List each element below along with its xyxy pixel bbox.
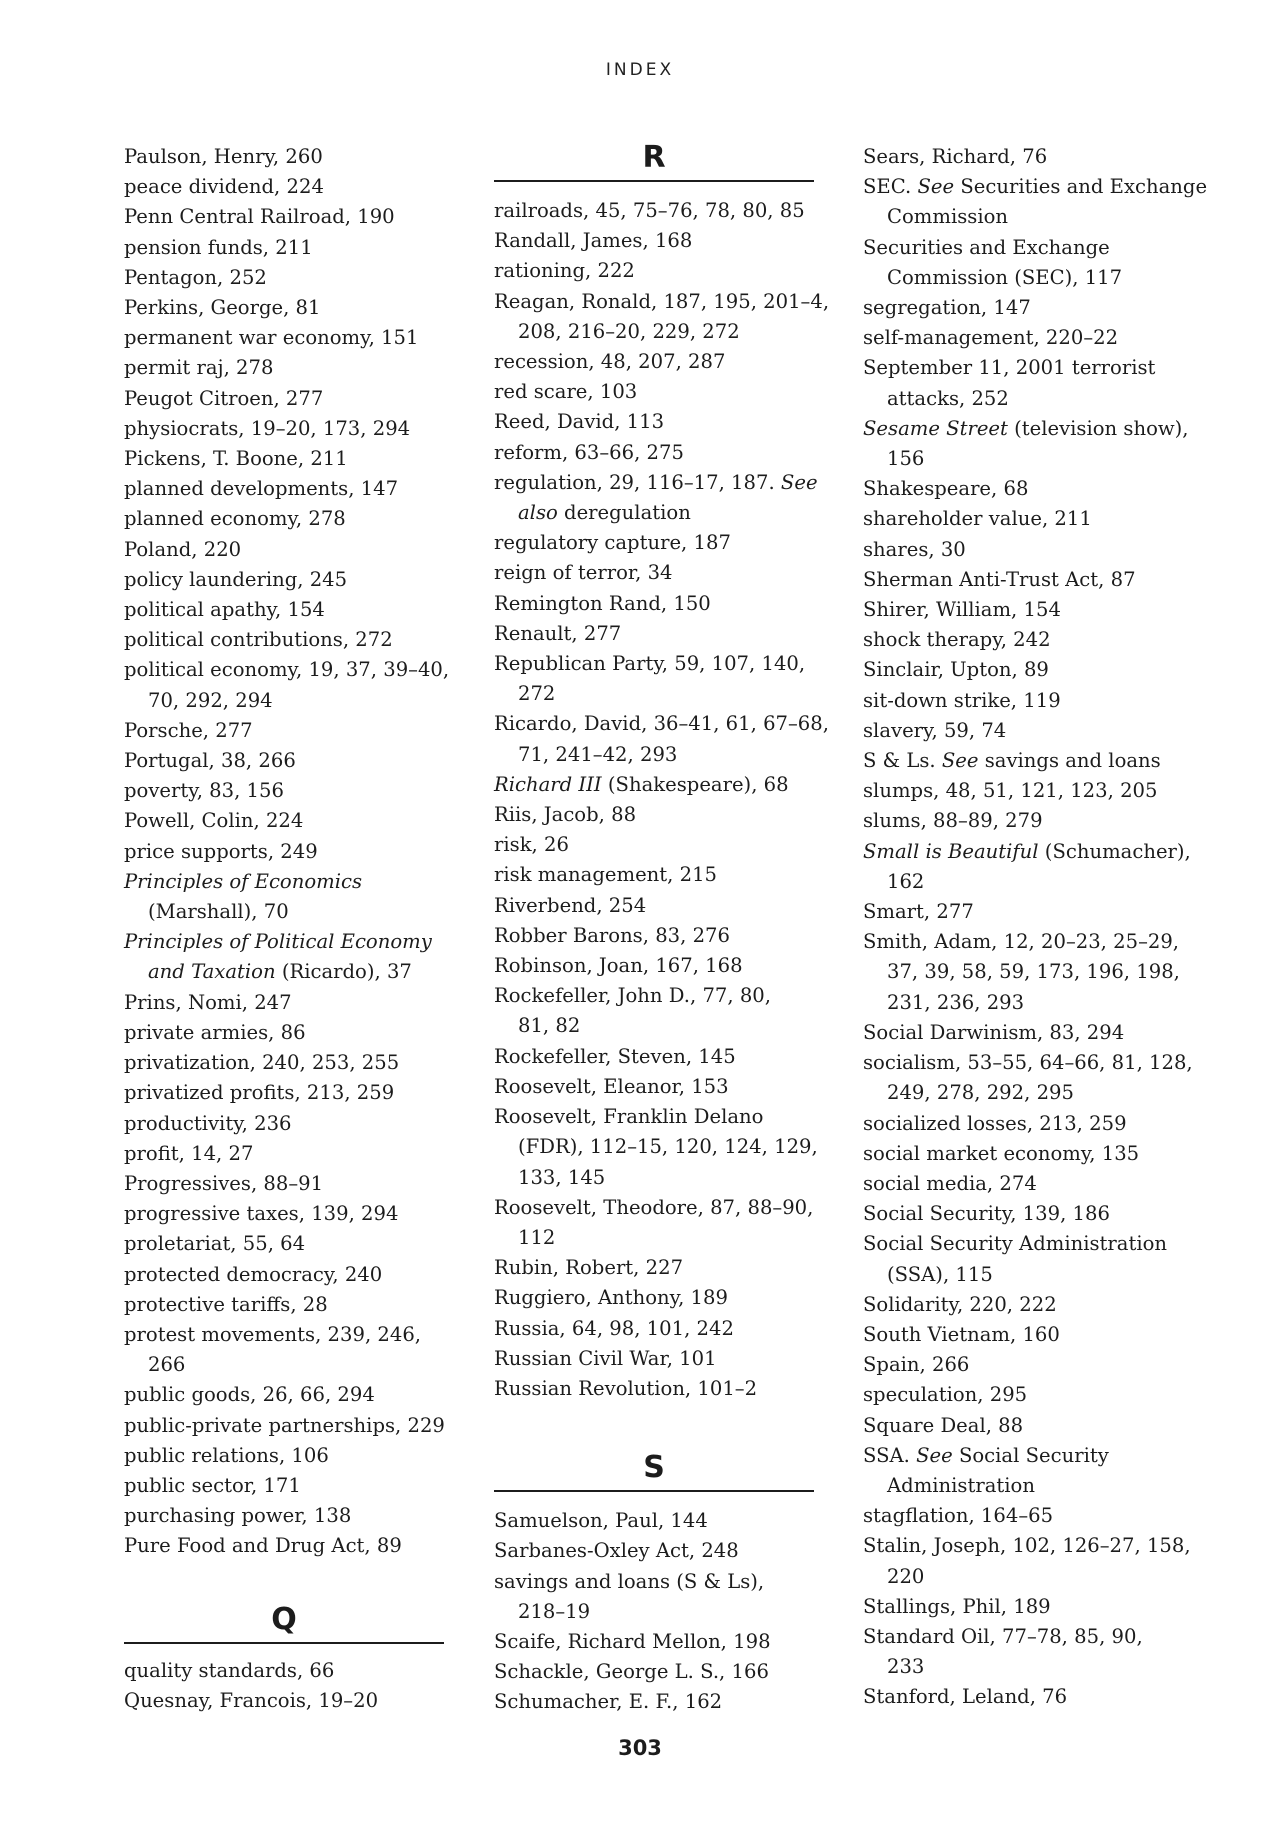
r-entries [494, 196, 834, 1404]
index-entry: Perkins, George, 81 [124, 296, 321, 320]
index-entry: Principles of Political Economy and Taxation (Ricardo), 37 [124, 930, 432, 984]
index-entry: risk, 26 [494, 833, 569, 857]
index-entry: Reagan, Ronald, 187, 195, 201–4, 208, 216–20, 229, 272 [494, 289, 830, 343]
index-entry: Schackle, George L. S., 166 [494, 1660, 769, 1684]
index-entry: Ruggiero, Anthony, 189 [494, 1286, 728, 1310]
index-entry: Prins, Nomi, 247 [124, 990, 292, 1014]
index-entry: stagflation, 164–65 [863, 1504, 1054, 1528]
index-entry: rationing, 222 [494, 259, 635, 283]
letter-heading-q: Q [124, 1600, 444, 1644]
index-column-1 [124, 142, 464, 1716]
index-entry: SSA. See Social Security Administration [863, 1443, 1109, 1497]
index-entry: socialized losses, 213, 259 [863, 1111, 1127, 1135]
index-entry: permanent war economy, 151 [124, 326, 419, 350]
index-entry: shares, 30 [863, 537, 966, 561]
running-head: INDEX [605, 60, 675, 80]
index-column-2 [494, 138, 834, 1718]
index-entry: Russian Civil War, 101 [494, 1346, 717, 1370]
index-entry: segregation, 147 [863, 296, 1031, 320]
index-entry: Pentagon, 252 [124, 265, 267, 289]
index-entry: recession, 48, 207, 287 [494, 350, 726, 374]
p-entries [124, 142, 464, 1562]
index-entry: price supports, 249 [124, 839, 318, 863]
index-entry: slumps, 48, 51, 121, 123, 205 [863, 779, 1158, 803]
index-entry: social media, 274 [863, 1171, 1037, 1195]
index-entry: Scaife, Richard Mellon, 198 [494, 1629, 771, 1653]
index-entry: planned economy, 278 [124, 507, 346, 531]
index-entry: Porsche, 277 [124, 718, 253, 742]
index-entry: Progressives, 88–91 [124, 1171, 324, 1195]
index-entry: Rockefeller, Steven, 145 [494, 1044, 736, 1068]
index-entry: Pure Food and Drug Act, 89 [124, 1534, 402, 1558]
index-entry: Social Darwinism, 83, 294 [863, 1020, 1125, 1044]
index-entry: Roosevelt, Franklin Delano (FDR), 112–15, 120, 124, 129, 133, 145 [494, 1105, 818, 1189]
index-entry: Stalin, Joseph, 102, 126–27, 158, 220 [863, 1534, 1191, 1588]
index-entry: socialism, 53–55, 64–66, 81, 128, 249, 278, 292, 295 [863, 1051, 1193, 1105]
index-entry: Securities and Exchange Commission (SEC), 117 [863, 235, 1123, 289]
index-entry: Robinson, Joan, 167, 168 [494, 954, 743, 978]
index-entry: railroads, 45, 75–76, 78, 80, 85 [494, 199, 805, 222]
index-entry: Social Security Administration (SSA), 115 [863, 1232, 1168, 1286]
index-entry: sit-down strike, 119 [863, 688, 1061, 712]
index-entry: slavery, 59, 74 [863, 718, 1007, 742]
index-entry: Samuelson, Paul, 144 [494, 1509, 708, 1533]
index-entry: risk management, 215 [494, 863, 718, 887]
index-entry: privatized profits, 213, 259 [124, 1081, 395, 1105]
index-entry: progressive taxes, 139, 294 [124, 1202, 399, 1226]
index-entry: Sinclair, Upton, 89 [863, 658, 1049, 682]
index-entry: Rubin, Robert, 227 [494, 1256, 684, 1280]
index-entry: private armies, 86 [124, 1020, 306, 1044]
index-entry: public relations, 106 [124, 1443, 329, 1467]
index-entry: privatization, 240, 253, 255 [124, 1051, 400, 1075]
index-entry: Paulson, Henry, 260 [124, 145, 323, 168]
index-entry: Small is Beautiful (Schumacher), 162 [863, 839, 1191, 893]
letter-heading-s: S [494, 1448, 814, 1492]
letter-heading-r: R [494, 138, 814, 182]
index-entry: Robber Barons, 83, 276 [494, 923, 730, 947]
index-entry: Standard Oil, 77–78, 85, 90, 233 [863, 1624, 1143, 1679]
s-entries [494, 1506, 834, 1717]
index-entry: Pickens, T. Boone, 211 [124, 447, 348, 471]
index-entry: Russia, 64, 98, 101, 242 [494, 1316, 734, 1340]
index-entry: Peugot Citroen, 277 [124, 386, 324, 410]
index-entry: Portugal, 38, 266 [124, 749, 296, 773]
index-entry: regulation, 29, 116–17, 187. See also deregulation [494, 470, 818, 525]
index-entry: Schumacher, E. F., 162 [494, 1690, 723, 1714]
index-entry: Richard III (Shakespeare), 68 [494, 772, 789, 796]
index-entry: Solidarity, 220, 222 [863, 1292, 1057, 1316]
index-entry: political contributions, 272 [124, 628, 393, 652]
index-entry: profit, 14, 27 [124, 1141, 254, 1165]
index-entry: Sarbanes-Oxley Act, 248 [494, 1539, 739, 1563]
index-entry: Sesame Street (television show), 156 [863, 416, 1189, 471]
index-entry: Russian Revolution, 101–2 [494, 1376, 758, 1400]
index-entry: quality standards, 66 [124, 1658, 335, 1682]
index-entry: protected democracy, 240 [124, 1262, 383, 1286]
index-entry: Remington Rand, 150 [494, 591, 711, 615]
index-entry: Sears, Richard, 76 [863, 145, 1048, 168]
index-entry: speculation, 295 [863, 1383, 1028, 1407]
index-entry: reign of terror, 34 [494, 561, 673, 585]
index-entry: red scare, 103 [494, 380, 638, 404]
index-entry: Spain, 266 [863, 1353, 970, 1377]
index-entry: Reed, David, 113 [494, 410, 665, 434]
index-entry: peace dividend, 224 [124, 175, 324, 199]
index-entry: policy laundering, 245 [124, 567, 348, 591]
index-entry: planned developments, 147 [124, 477, 399, 501]
index-entry: social market economy, 135 [863, 1141, 1140, 1165]
index-entry: S & Ls. See savings and loans [863, 749, 1161, 773]
index-entry: September 11, 2001 terrorist attacks, 252 [863, 356, 1156, 410]
index-entry: Roosevelt, Theodore, 87, 88–90, 112 [494, 1195, 814, 1249]
index-entry: regulatory capture, 187 [494, 531, 731, 555]
index-entry: Shakespeare, 68 [863, 477, 1029, 501]
page-number: 303 [618, 1736, 662, 1760]
index-entry: Republican Party, 59, 107, 140, 272 [494, 652, 806, 706]
index-entry: Penn Central Railroad, 190 [124, 205, 395, 229]
index-entry: South Vietnam, 160 [863, 1322, 1060, 1346]
index-entry: Shirer, William, 154 [863, 598, 1061, 622]
q-entries [124, 1656, 464, 1716]
index-entry: protest movements, 239, 246, 266 [124, 1322, 422, 1377]
index-entry: Smith, Adam, 12, 20–23, 25–29, 37, 39, 58, 59, 173, 196, 198, 231, 236, 293 [863, 930, 1180, 1014]
index-entry: Quesnay, Francois, 19–20 [124, 1688, 379, 1712]
index-entry: Renault, 277 [494, 621, 622, 645]
index-entry: protective tariffs, 28 [124, 1292, 328, 1316]
index-entry: Riis, Jacob, 88 [494, 803, 637, 827]
index-entry: slums, 88–89, 279 [863, 809, 1043, 833]
index-entry: political apathy, 154 [124, 598, 325, 622]
index-entry: Powell, Colin, 224 [124, 809, 304, 833]
index-entry: Poland, 220 [124, 537, 242, 561]
index-entry: Stallings, Phil, 189 [863, 1594, 1051, 1618]
index-entry: Riverbend, 254 [494, 893, 647, 917]
index-entry: self-management, 220–22 [863, 326, 1119, 350]
index-column-3 [863, 142, 1223, 1713]
index-entry: public-private partnerships, 229 [124, 1413, 445, 1437]
index-entry: Roosevelt, Eleanor, 153 [494, 1074, 729, 1098]
index-entry: public goods, 26, 66, 294 [124, 1383, 375, 1407]
index-entry: Square Deal, 88 [863, 1413, 1024, 1437]
index-entry: Ricardo, David, 36–41, 61, 67–68, 71, 241–42, 293 [494, 712, 829, 766]
index-entry: Principles of Economics (Marshall), 70 [124, 869, 363, 924]
index-entry: Stanford, Leland, 76 [863, 1685, 1068, 1709]
s-entries-continued [863, 142, 1223, 1713]
index-entry: political economy, 19, 37, 39–40, 70, 292, 294 [124, 658, 450, 712]
index-entry: poverty, 83, 156 [124, 779, 284, 803]
index-entry: Randall, James, 168 [494, 229, 693, 253]
index-entry: public sector, 171 [124, 1473, 301, 1497]
index-entry: physiocrats, 19–20, 173, 294 [124, 416, 411, 440]
index-entry: proletariat, 55, 64 [124, 1232, 306, 1256]
index-entry: Rockefeller, John D., 77, 80, 81, 82 [494, 984, 771, 1038]
index-entry: purchasing power, 138 [124, 1504, 352, 1528]
index-entry: savings and loans (S & Ls), 218–19 [494, 1569, 765, 1623]
index-entry: pension funds, 211 [124, 235, 313, 259]
index-entry: Sherman Anti-Trust Act, 87 [863, 567, 1136, 591]
index-entry: Social Security, 139, 186 [863, 1202, 1110, 1226]
index-entry: SEC. See Securities and Exchange Commission [863, 175, 1208, 229]
index-entry: productivity, 236 [124, 1111, 292, 1135]
index-entry: Smart, 277 [863, 900, 974, 924]
index-entry: shareholder value, 211 [863, 507, 1092, 531]
index-entry: permit raj, 278 [124, 356, 274, 380]
index-entry: shock therapy, 242 [863, 628, 1051, 652]
index-entry: reform, 63–66, 275 [494, 440, 684, 464]
